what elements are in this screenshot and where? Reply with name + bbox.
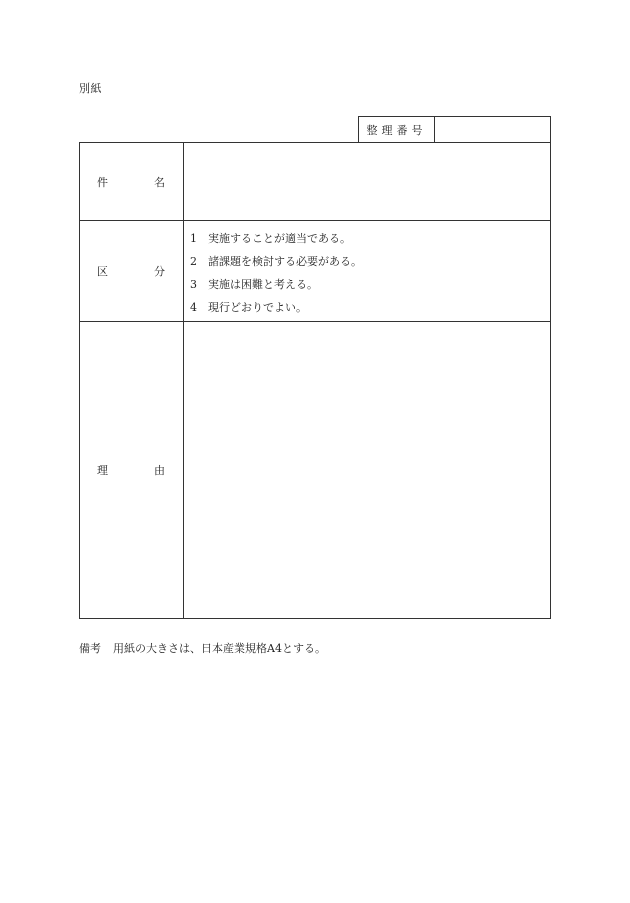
attachment-label: 別紙: [79, 82, 102, 95]
note-text: 用紙の大きさは、日本産業規格A4とする。: [113, 642, 326, 655]
option-text: 実施は困難と考える。: [208, 278, 318, 291]
reference-number-field[interactable]: [435, 117, 550, 142]
subject-row: [80, 143, 550, 221]
form-table: [79, 142, 551, 619]
reason-label-right: 由: [154, 464, 165, 477]
reference-number-label: 整理番号: [359, 117, 435, 142]
note-label: 備考: [79, 642, 101, 655]
option-number: 1: [190, 232, 197, 245]
option-text: 現行どおりでよい。: [208, 301, 307, 314]
category-option-2[interactable]: [190, 254, 550, 277]
category-option-1[interactable]: [190, 231, 550, 254]
category-options: [184, 221, 550, 323]
subject-label-right: 名: [154, 175, 165, 189]
category-label-left: 区: [97, 265, 108, 278]
option-text: 実施することが適当である。: [208, 232, 351, 245]
category-option-3[interactable]: [190, 277, 550, 300]
option-number: 3: [190, 278, 197, 291]
category-label-right: 分: [154, 265, 165, 278]
reason-row: [80, 322, 550, 618]
subject-label: [80, 143, 184, 220]
subject-field[interactable]: [184, 143, 550, 220]
footer-note: [79, 640, 326, 656]
reason-field[interactable]: [184, 322, 550, 618]
reference-number-box: [358, 116, 551, 142]
category-row: [80, 221, 550, 322]
subject-label-left: 件: [97, 175, 108, 189]
option-number: 2: [190, 255, 197, 268]
category-option-4[interactable]: [190, 300, 550, 323]
category-field[interactable]: [184, 221, 550, 321]
reason-label: [80, 322, 184, 618]
option-text: 諸課題を検討する必要がある。: [208, 255, 362, 268]
option-number: 4: [190, 301, 197, 314]
reason-label-left: 理: [97, 464, 108, 477]
category-label: [80, 221, 184, 321]
